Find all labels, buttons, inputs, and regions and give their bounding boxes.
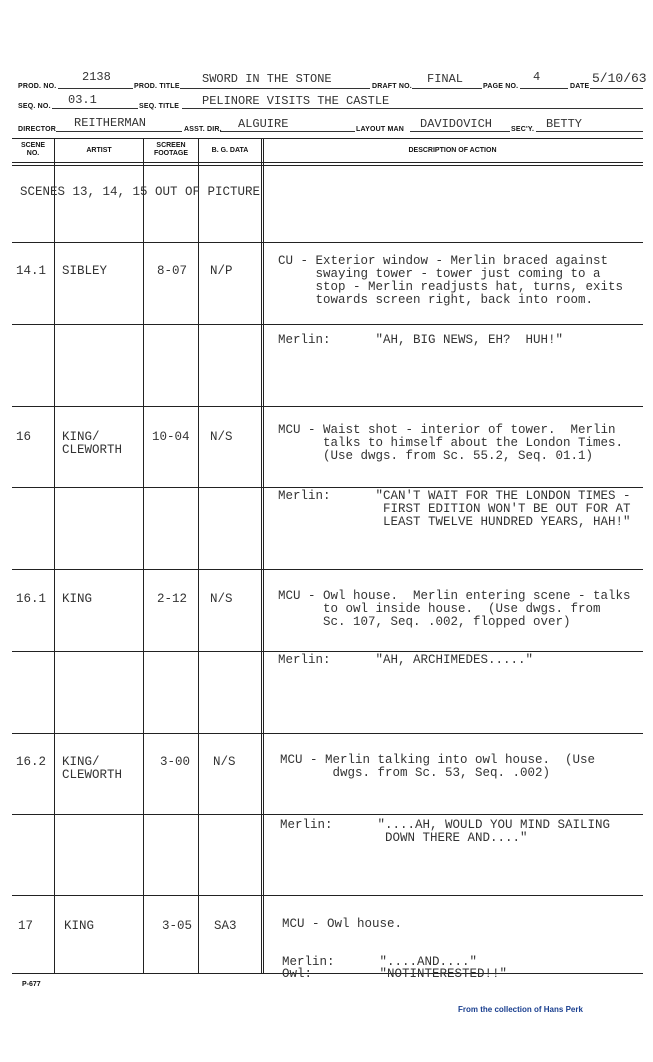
prod-no: 2138 — [82, 70, 111, 84]
director: REITHERMAN — [74, 116, 147, 130]
artist: KING/ CLEWORTH — [62, 430, 123, 457]
scene-no: 17 — [18, 919, 34, 933]
director-label: DIRECTOR — [18, 126, 57, 133]
col-description: DESCRIPTION OF ACTION — [408, 147, 497, 154]
bg-data: N/S — [210, 592, 233, 606]
screen-footage: 2-12 — [157, 592, 188, 606]
page-no-label: PAGE NO. — [483, 83, 519, 90]
form-number: P-677 — [22, 981, 41, 988]
screen-footage: 8-07 — [157, 264, 188, 278]
seq-title-label: SEQ. TITLE — [139, 103, 180, 110]
asst-dir: ALGUIRE — [238, 117, 289, 131]
layout-man: DAVIDOVICH — [420, 117, 493, 131]
screen-footage: 3-00 — [160, 755, 191, 769]
page-no: 4 — [533, 70, 541, 84]
action-description: MCU - Merlin talking into owl house. (Use dwgs. from Sc. 53, Seq. .002) — [280, 753, 596, 780]
scene-no: 16.1 — [16, 592, 47, 606]
artist: SIBLEY — [62, 264, 108, 278]
draft-no-label: DRAFT NO. — [372, 83, 412, 90]
date-label: DATE — [570, 83, 590, 90]
artist: KING — [64, 919, 95, 933]
dialogue: Merlin: "AH, ARCHIMEDES....." — [278, 653, 534, 667]
seq-title: PELINORE VISITS THE CASTLE — [202, 94, 390, 108]
col-bg-data: B. G. DATA — [211, 147, 249, 154]
seq-no-label: SEQ. NO. — [18, 103, 51, 110]
col-screen-footage: SCREEN FOOTAGE — [153, 142, 189, 157]
scene-no: 14.1 — [16, 264, 47, 278]
prod-no-label: PROD. NO. — [18, 83, 57, 90]
dialogue: Merlin: "AH, BIG NEWS, EH? HUH!" — [278, 333, 564, 347]
secy-label: SEC'Y. — [511, 126, 535, 133]
bg-data: N/S — [210, 430, 233, 444]
date: 5/10/63 — [592, 71, 647, 86]
dialogue: Merlin: "....AH, WOULD YOU MIND SAILING DOWN THERE AND...." — [280, 818, 611, 845]
action-description: CU - Exterior window - Merlin braced against swaying tower - tower just coming to a stop - Merlin readjusts hat, turns, exits towards screen right, back into room. — [278, 254, 624, 307]
seq-no: 03.1 — [68, 93, 97, 107]
draft-no: FINAL — [427, 72, 464, 86]
bg-data: N/P — [210, 264, 233, 278]
bg-data: N/S — [213, 755, 236, 769]
scene-no: 16.2 — [16, 755, 47, 769]
screen-footage: 10-04 — [152, 430, 190, 444]
dialogue: Merlin: "CAN'T WAIT FOR THE LONDON TIMES - FIRST EDITION WON'T BE OUT FOR AT LEAST TWELVE HUNDRED YEARS, HAH!" — [278, 489, 631, 529]
col-artist: ARTIST — [86, 147, 112, 154]
action-description: MCU - Owl house. Merlin: "....AND...." Owl: "NOTINTERESTED!!" — [282, 917, 508, 981]
screen-footage: 3-05 — [162, 919, 193, 933]
scene-no: 16 — [16, 430, 32, 444]
collection-credit: From the collection of Hans Perk — [458, 1005, 583, 1014]
artist: KING — [62, 592, 93, 606]
artist: KING/ CLEWORTH — [62, 755, 123, 782]
asst-dir-label: ASST. DIR. — [184, 126, 222, 133]
out-of-picture-note: SCENES 13, 14, 15 OUT OF PICTURE — [20, 185, 261, 199]
secy: BETTY — [546, 117, 583, 131]
layout-man-label: LAYOUT MAN — [356, 126, 405, 133]
prod-title: SWORD IN THE STONE — [202, 72, 332, 86]
col-scene-no: SCENE NO. — [20, 142, 46, 157]
action-description: MCU - Owl house. Merlin entering scene - talks to owl inside house. (Use dwgs. from Sc. 107, Seq. .002, flopped over) — [278, 589, 631, 629]
prod-title-label: PROD. TITLE — [134, 83, 180, 90]
bg-data: SA3 — [214, 919, 237, 933]
action-description: MCU - Waist shot - interior of tower. Merlin talks to himself about the London Times. (Use dwgs. from Sc. 55.2, Seq. 01.1) — [278, 423, 624, 463]
